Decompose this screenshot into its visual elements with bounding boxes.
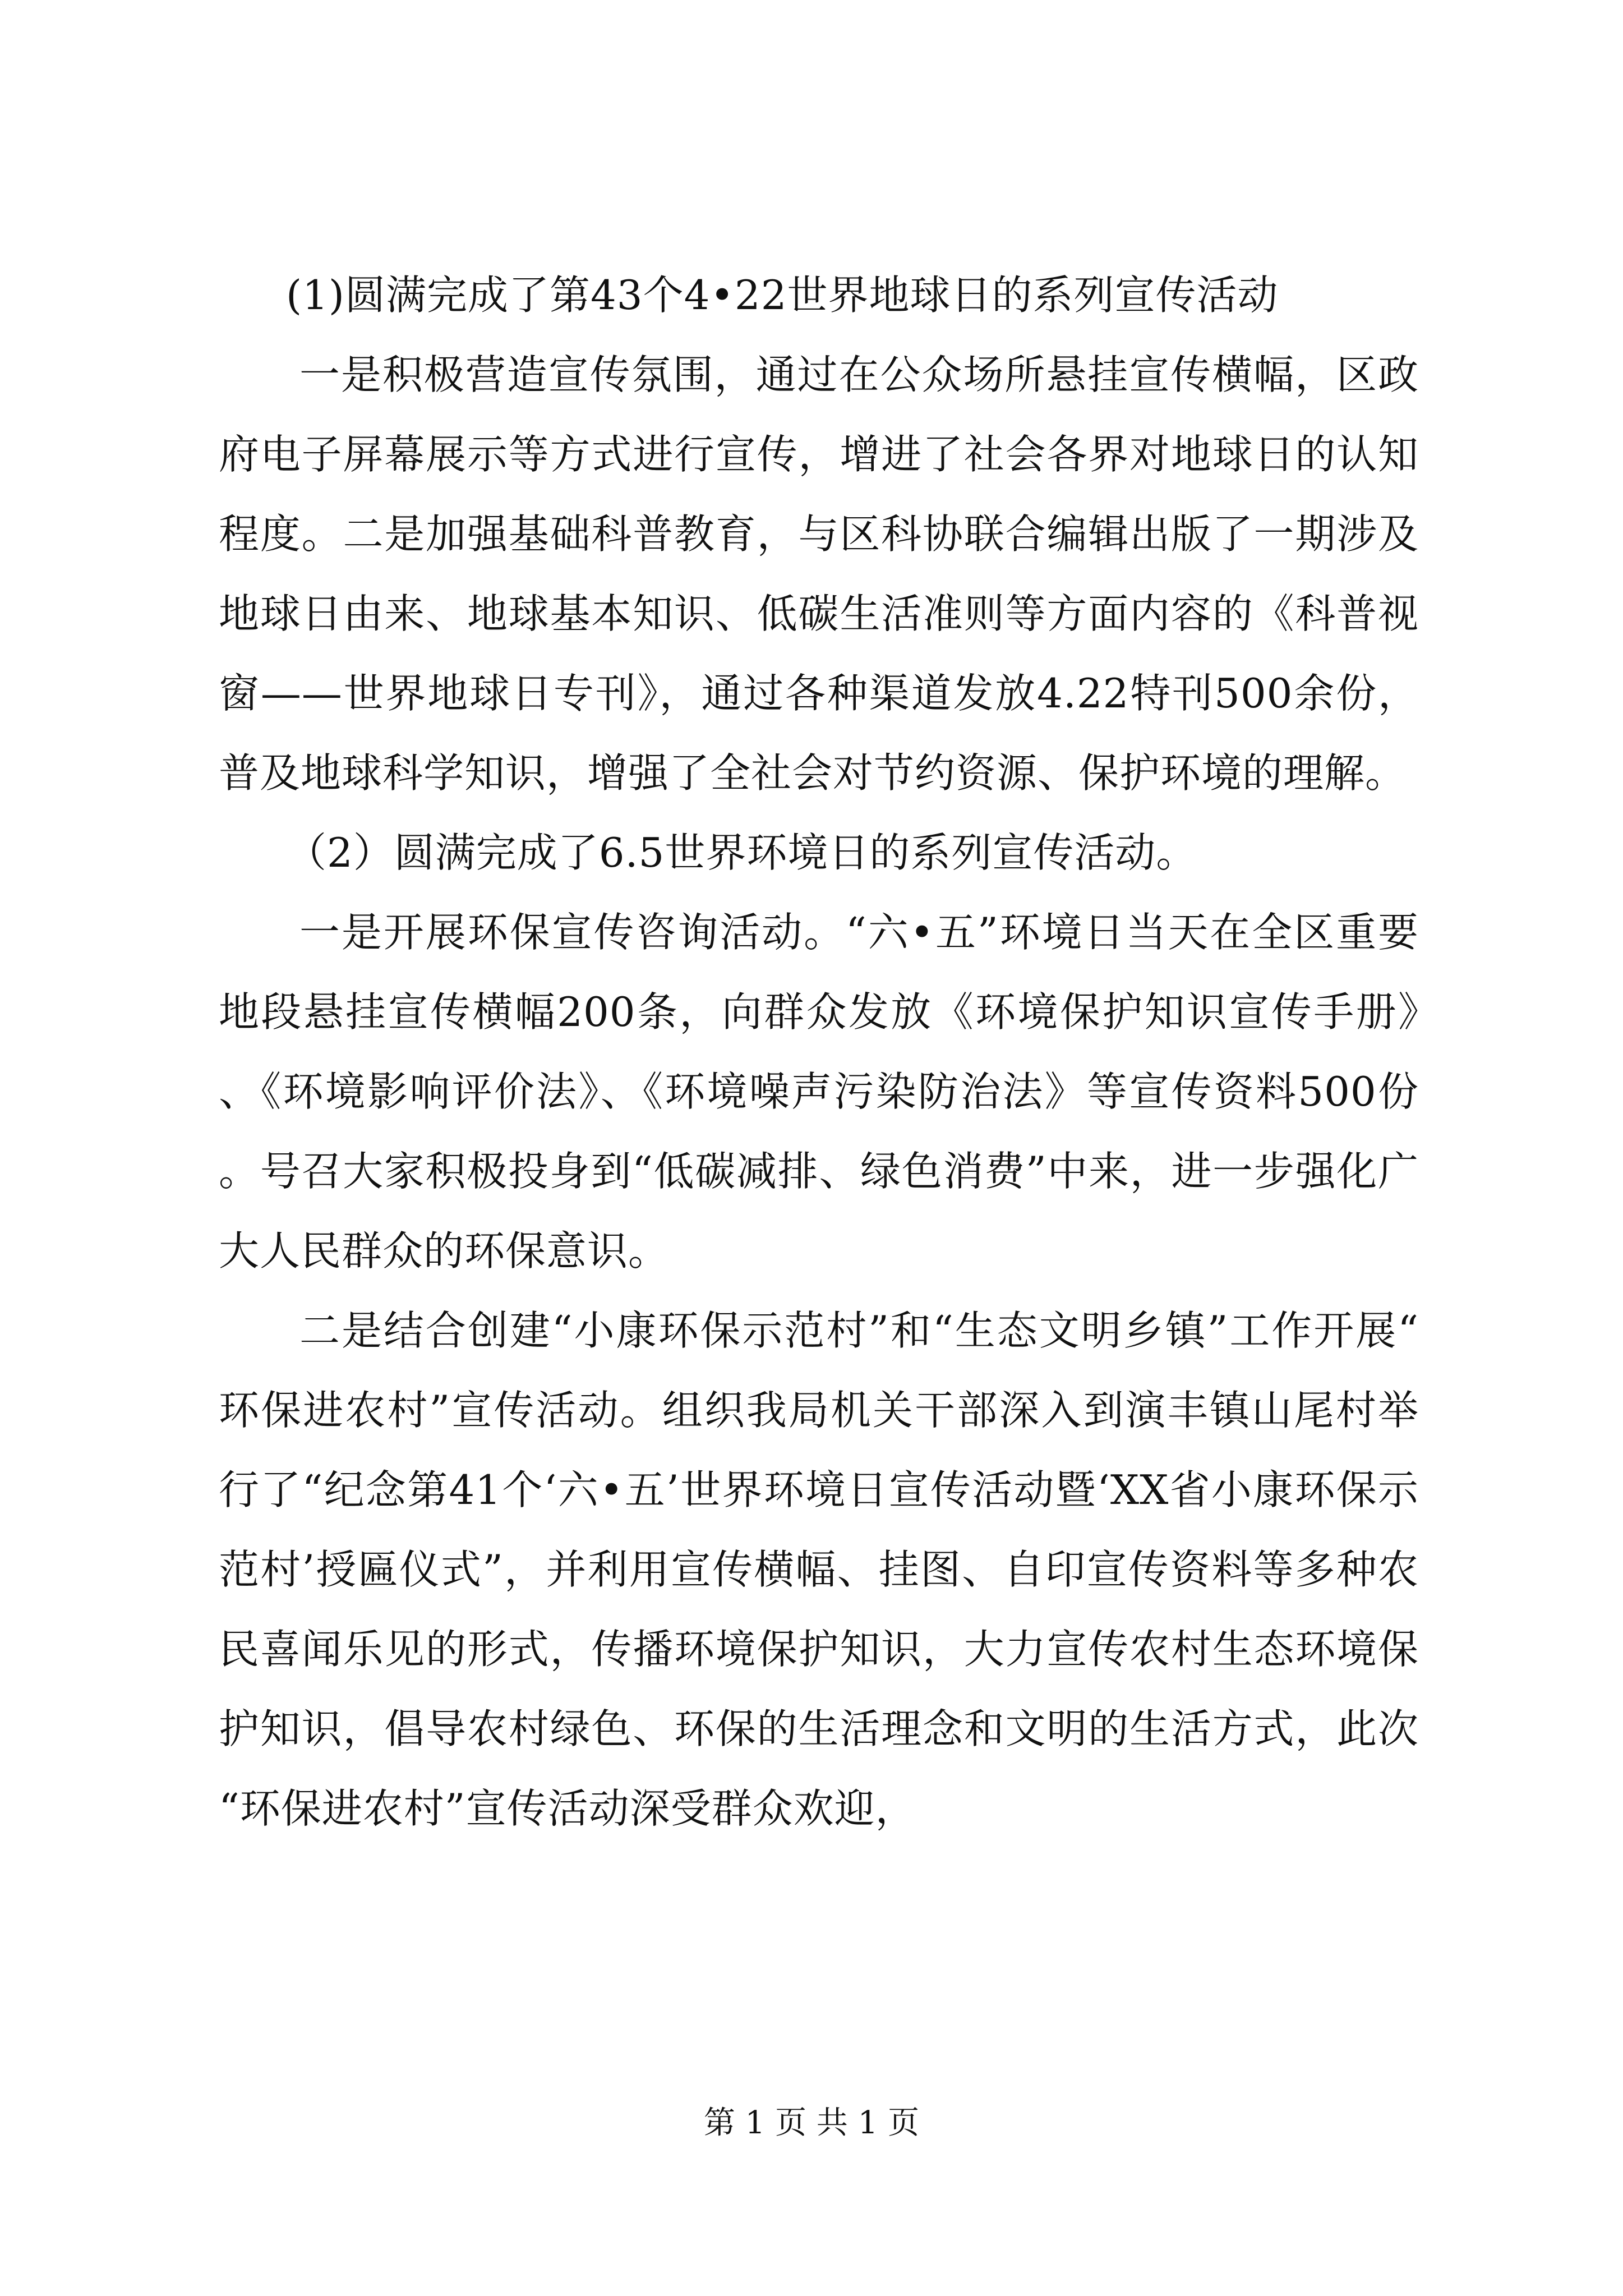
section-heading-environment-day: （2）圆满完成了6.5世界环境日的系列宣传活动。 [286,829,1197,876]
paragraph-consultation-activities: 一是开展环保宣传咨询活动。“六•五”环境日当天在全区重要地段悬挂宣传横幅200条，向群众发放《环境保护知识宣传手册》、《环境影响评价法》、《环境噪声污染防治法》等宣传资料500份。号召大家积极投身到“低碳减排、绿色消费”中来，进一步强化广大人民群众的环保意识。 [219,909,1419,1274]
paragraph-rural-campaign: 二是结合创建“小康环保示范村”和“生态文明乡镇”工作开展“环保进农村”宣传活动。组织我局机关干部深入到演丰镇山尾村举行了“纪念第41个‘六•五’世界环境日宣传活动暨‘XX省小康环保示范村’授匾仪式”，并利用宣传横幅、挂图、自印宣传资料等多种农民喜闻乐见的形式，传播环境保护知识，大力宣传农村生态环境保护知识，倡导农村绿色、环保的生活理念和文明的生活方式，此次“环保进农村”宣传活动深受群众欢迎， [219,1307,1419,1832]
section-heading-earth-day: (1)圆满完成了第43个4•22世界地球日的系列宣传活动 [286,272,1279,319]
document-body [219,255,1419,1848]
paragraph-earth-day-activities: 一是积极营造宣传氛围，通过在公众场所悬挂宣传横幅，区政府电子屏幕展示等方式进行宣传，增进了社会各界对地球日的认知程度。二是加强基础科普教育，与区科协联合编辑出版了一期涉及地球日由来、地球基本知识、低碳生活准则等方面内容的《科普视窗——世界地球日专刊》，通过各种渠道发放4.22特刊500余份，普及地球科学知识，增强了全社会对节约资源、保护环境的理解。 [219,351,1419,797]
page-footer: 第 1 页 共 1 页 [703,2105,920,2141]
